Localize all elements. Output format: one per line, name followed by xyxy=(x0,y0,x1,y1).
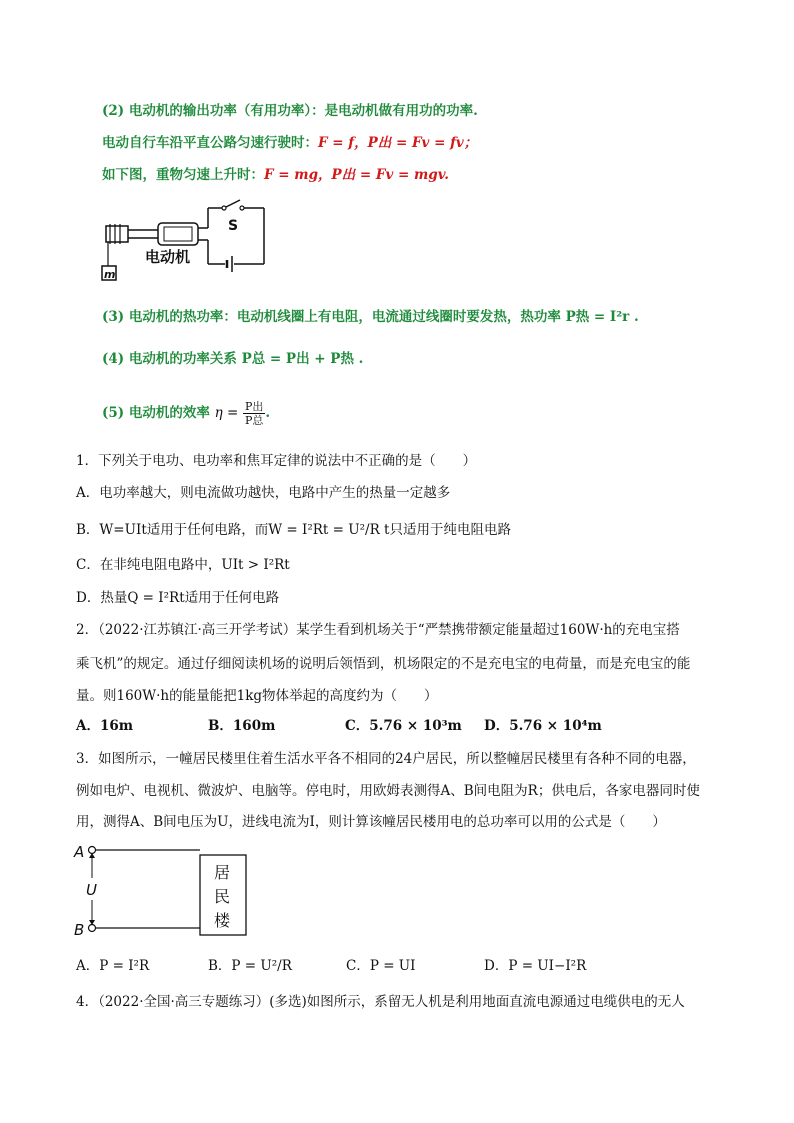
item3-heat-power: (3) 电动机的热功率：电动机线圈上有电阻，电流通过线圈时要发热，热功率 P热 = I²r . xyxy=(102,309,639,325)
q2-stem-line3: 量。则160W·h的能量能把1kg物体举起的高度约为（ ） xyxy=(76,688,438,704)
building-char-1: 居 xyxy=(214,863,231,882)
q1-option-a: A．电功率越大，则电流做功越快，电路中产生的热量一定越多 xyxy=(76,485,451,501)
lift-line xyxy=(102,166,449,184)
q2-option-a: A．16m xyxy=(76,718,134,734)
q1-option-d: D．热量Q = I²Rt适用于任何电路 xyxy=(76,590,280,606)
terminal-a-label: A xyxy=(74,843,85,861)
q3-stem-line1: 3．如图所示，一幢居民楼里住着生活水平各不相同的24户居民，所以整幢居民楼里有各种不同的电器， xyxy=(76,751,696,767)
building-char-2: 民 xyxy=(214,887,231,906)
q1-stem: 1．下列关于电功、电功率和焦耳定律的说法中不正确的是（ ） xyxy=(76,453,477,469)
item2-title: (2) 电动机的输出功率（有用功率）：是电动机做有用功的功率. xyxy=(102,103,478,119)
eta-symbol: η = xyxy=(214,405,239,421)
efficiency-fraction xyxy=(243,400,265,427)
switch-label: S xyxy=(228,218,239,234)
q2-stem-line1: 2．（2022·江苏镇江·高三开学考试）某学生看到机场关于“严禁携带额定能量超过160W·h的充电宝搭 xyxy=(76,622,680,638)
item5-prefix: (5) 电动机的效率 xyxy=(102,405,210,421)
building-circuit-figure xyxy=(72,840,262,940)
terminal-b-label: B xyxy=(74,921,85,939)
mass-label: m xyxy=(104,268,116,281)
item5-efficiency xyxy=(102,400,270,427)
q3-option-d: D．P = UI−I²R xyxy=(484,958,587,974)
item5-suffix: . xyxy=(265,405,271,421)
item4-power-relation: (4) 电动机的功率关系 P总 = P出 + P热 . xyxy=(102,351,364,367)
q2-option-c: C．5.76 × 10³m xyxy=(345,718,462,734)
q4-stem-line1: 4．（2022·全国·高三专题练习）(多选)如图所示，系留无人机是利用地面直流电源通过电缆供电的无人 xyxy=(76,994,685,1010)
motor-label: 电动机 xyxy=(145,248,191,266)
bike-prefix: 电动自行车沿平直公路匀速行驶时： xyxy=(102,135,318,151)
fraction-denominator: P总 xyxy=(244,414,264,427)
q3-option-a: A．P = I²R xyxy=(76,958,150,974)
q3-stem-line2: 例如电炉、电视机、微波炉、电脑等。停电时，用欧姆表测得A、B间电阻为R；供电后，各家电器同时使 xyxy=(76,783,700,799)
q3-stem-line3: 用，测得A、B间电压为U，进线电流为I，则计算该幢居民楼用电的总功率可以用的公式是（ ） xyxy=(76,814,666,830)
q2-option-b: B．160m xyxy=(208,718,276,734)
q3-option-c: C．P = UI xyxy=(346,958,416,974)
building-char-3: 楼 xyxy=(214,911,231,930)
voltage-label: U xyxy=(86,881,97,899)
fraction-numerator: P出 xyxy=(244,400,264,413)
lift-formula: F = mg，P出 = Fv = mgv. xyxy=(264,167,449,183)
motor-circuit-figure xyxy=(100,196,270,286)
bike-line xyxy=(102,134,477,152)
q2-stem-line2: 乘飞机”的规定。通过仔细阅读机场的说明后领悟到，机场限定的不是充电宝的电荷量，而是充电宝的能 xyxy=(76,656,691,672)
lift-prefix: 如下图，重物匀速上升时： xyxy=(102,167,264,183)
q2-option-d: D．5.76 × 10⁴m xyxy=(484,718,602,734)
q3-option-b: B．P = U²/R xyxy=(208,958,292,974)
q1-option-c: C．在非纯电阻电路中，UIt > I²Rt xyxy=(76,557,290,573)
bike-formula: F = f，P出 = Fv = fv； xyxy=(318,135,478,151)
q1-option-b: B．W=UIt适用于任何电路，而W = I²Rt = U²/R t只适用于纯电阻电路 xyxy=(76,522,511,538)
